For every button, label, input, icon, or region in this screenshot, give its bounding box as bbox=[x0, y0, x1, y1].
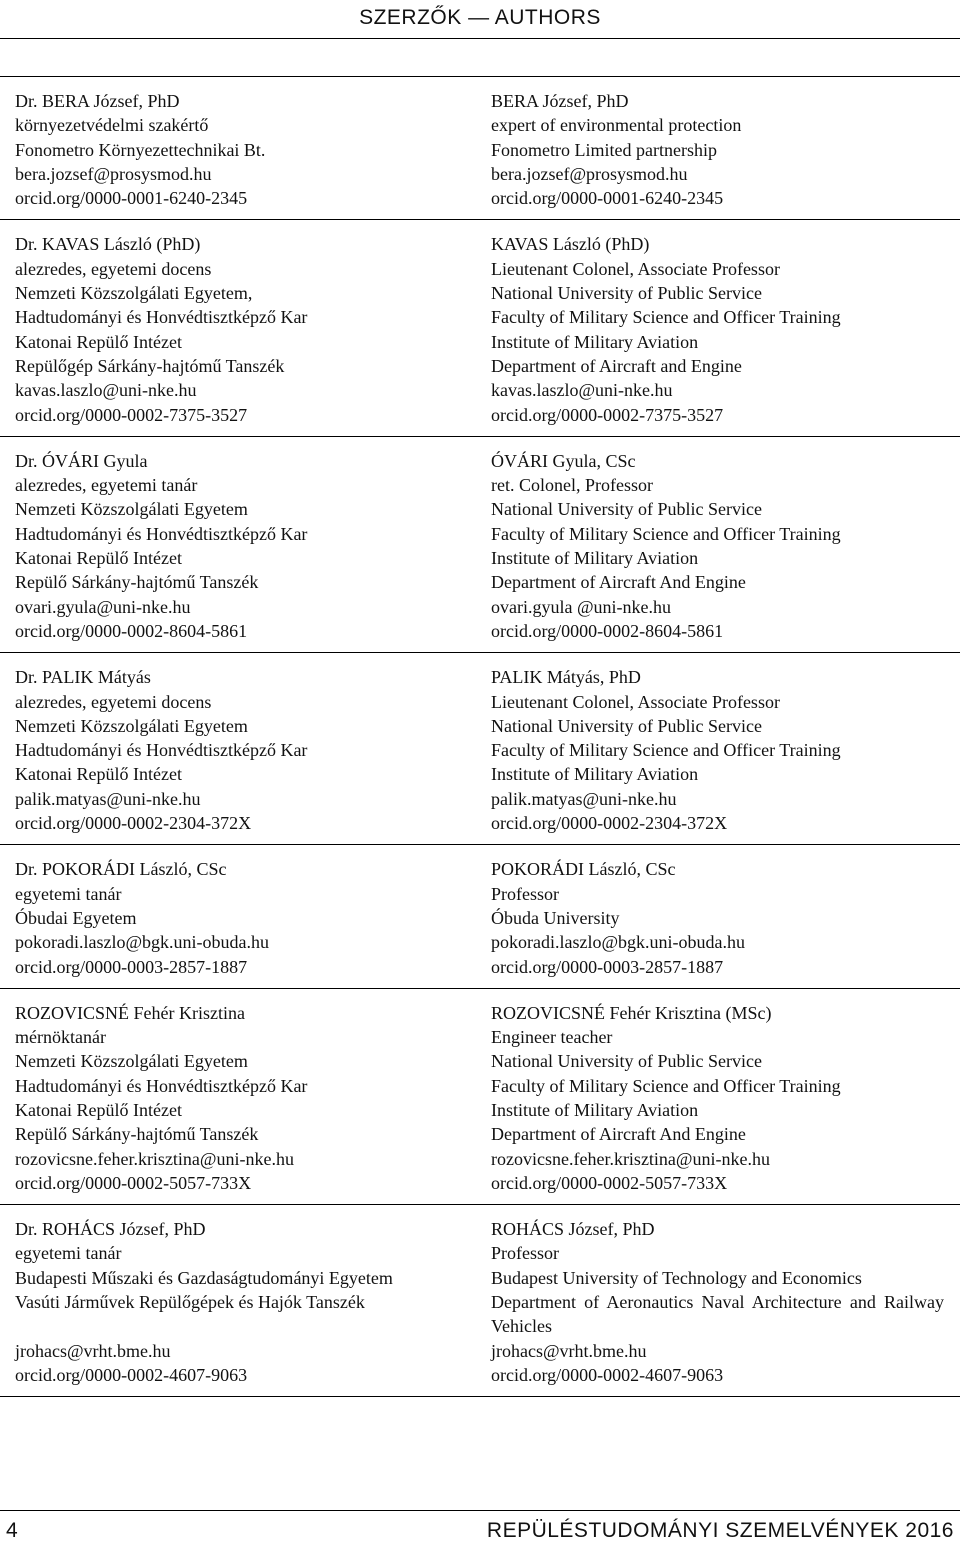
author-detail-line: Repülő Sárkány-hajtómű Tanszék bbox=[15, 572, 259, 593]
author-detail-line: orcid.org/0000-0002-8604-5861 bbox=[491, 620, 724, 641]
author-row bbox=[0, 652, 960, 844]
author-detail-line: Óbuda University bbox=[491, 907, 620, 928]
author-detail-line: Department of Aircraft And Engine bbox=[491, 1124, 746, 1145]
author-detail-line: Institute of Military Aviation bbox=[491, 548, 699, 569]
author-detail-line: Budapesti Műszaki és Gazdaságtudományi Egyetem bbox=[15, 1267, 393, 1288]
author-detail-line: orcid.org/0000-0002-7375-3527 bbox=[15, 404, 248, 425]
author-name: ÓVÁRI Gyula, CSc bbox=[491, 450, 636, 471]
author-detail-line: orcid.org/0000-0002-7375-3527 bbox=[491, 404, 724, 425]
author-detail-line: kavas.laszlo@uni-nke.hu bbox=[15, 380, 197, 401]
author-detail-line bbox=[15, 1314, 465, 1338]
author-detail-line: környezetvédelmi szakértő bbox=[15, 115, 209, 136]
author-row bbox=[0, 1204, 960, 1397]
author-name: POKORÁDI László, CSc bbox=[491, 859, 676, 880]
author-detail-line: Vasúti Járművek Repülőgépek és Hajók Tanszék bbox=[15, 1292, 365, 1313]
author-detail-line: Nemzeti Közszolgálati Egyetem bbox=[15, 715, 248, 736]
author-detail-line: orcid.org/0000-0001-6240-2345 bbox=[15, 188, 248, 209]
author-detail-line: Budapest University of Technology and Economics bbox=[491, 1267, 862, 1288]
author-detail-line: Faculty of Military Science and Officer Training bbox=[491, 740, 841, 761]
author-detail-line: National University of Public Service bbox=[491, 1051, 762, 1072]
author-hungarian-cell bbox=[0, 653, 475, 835]
author-detail-line: ovari.gyula@uni-nke.hu bbox=[15, 596, 191, 617]
author-detail-line: orcid.org/0000-0002-2304-372X bbox=[491, 813, 728, 834]
author-row bbox=[0, 436, 960, 652]
author-hungarian-cell bbox=[0, 437, 475, 643]
author-detail-line: ret. Colonel, Professor bbox=[491, 475, 653, 496]
author-detail-line: National University of Public Service bbox=[491, 283, 762, 304]
author-detail-line: Professor bbox=[491, 883, 559, 904]
author-name: Dr. POKORÁDI László, CSc bbox=[15, 859, 227, 880]
author-detail-line: Hadtudományi és Honvédtisztképző Kar bbox=[15, 523, 308, 544]
author-detail-line: alezredes, egyetemi tanár bbox=[15, 475, 198, 496]
author-hungarian-cell bbox=[0, 845, 475, 978]
author-detail-line: rozovicsne.feher.krisztina@uni-nke.hu bbox=[491, 1148, 770, 1169]
author-name: ROZOVICSNÉ Fehér Krisztina (MSc) bbox=[491, 1002, 772, 1023]
author-detail-line: alezredes, egyetemi docens bbox=[15, 691, 212, 712]
author-detail-line: palik.matyas@uni-nke.hu bbox=[491, 788, 677, 809]
author-detail-line: Hadtudományi és Honvédtisztképző Kar bbox=[15, 307, 308, 328]
author-english-cell bbox=[475, 437, 960, 643]
author-name: Dr. KAVAS László (PhD) bbox=[15, 234, 201, 255]
author-detail-line: National University of Public Service bbox=[491, 499, 762, 520]
author-english-cell bbox=[475, 77, 960, 210]
author-detail-line: Fonometro Környezettechnikai Bt. bbox=[15, 139, 266, 160]
author-hungarian-cell bbox=[0, 220, 475, 426]
author-english-cell bbox=[475, 220, 960, 426]
author-detail-line: orcid.org/0000-0002-5057-733X bbox=[491, 1172, 728, 1193]
author-detail-line: pokoradi.laszlo@bgk.uni-obuda.hu bbox=[15, 932, 270, 953]
author-detail-line: Professor bbox=[491, 1243, 559, 1264]
author-detail-line: Department of Aircraft And Engine bbox=[491, 572, 746, 593]
author-detail-line: palik.matyas@uni-nke.hu bbox=[15, 788, 201, 809]
author-detail-line: mérnöktanár bbox=[15, 1027, 106, 1048]
author-detail-line: Katonai Repülő Intézet bbox=[15, 331, 182, 352]
author-name: Dr. ÓVÁRI Gyula bbox=[15, 450, 148, 471]
author-detail-line: Faculty of Military Science and Officer Training bbox=[491, 307, 841, 328]
author-detail-line: Katonai Repülő Intézet bbox=[15, 764, 182, 785]
header-title: SZERZŐK — AUTHORS bbox=[359, 6, 601, 29]
author-name: PALIK Mátyás, PhD bbox=[491, 667, 641, 688]
author-name: Dr. ROHÁCS József, PhD bbox=[15, 1219, 206, 1240]
author-detail-line: Repülőgép Sárkány-hajtómű Tanszék bbox=[15, 355, 285, 376]
author-detail-line: Nemzeti Közszolgálati Egyetem bbox=[15, 499, 248, 520]
author-detail-line: Institute of Military Aviation bbox=[491, 1099, 699, 1120]
author-detail-line: Nemzeti Közszolgálati Egyetem, bbox=[15, 283, 253, 304]
author-detail-line: Lieutenant Colonel, Associate Professor bbox=[491, 691, 780, 712]
author-detail-line: orcid.org/0000-0002-2304-372X bbox=[15, 813, 252, 834]
author-detail-line: Repülő Sárkány-hajtómű Tanszék bbox=[15, 1124, 259, 1145]
author-english-cell bbox=[475, 653, 960, 835]
authors-table bbox=[0, 76, 960, 1397]
author-row bbox=[0, 988, 960, 1204]
header-divider bbox=[0, 38, 960, 39]
page-number: 4 bbox=[6, 1519, 18, 1542]
author-english-cell bbox=[475, 845, 960, 978]
author-hungarian-cell bbox=[0, 77, 475, 210]
author-detail-line: Department of Aeronautics Naval Architecture and Railway Vehicles bbox=[491, 1292, 944, 1337]
author-detail-line: bera.jozsef@prosysmod.hu bbox=[15, 163, 212, 184]
author-hungarian-cell bbox=[0, 1205, 475, 1387]
author-english-cell bbox=[475, 989, 960, 1195]
author-detail-line: egyetemi tanár bbox=[15, 1243, 122, 1264]
author-detail-line: National University of Public Service bbox=[491, 715, 762, 736]
author-detail-line: pokoradi.laszlo@bgk.uni-obuda.hu bbox=[491, 932, 746, 953]
author-name: BERA József, PhD bbox=[491, 91, 629, 111]
author-detail-line: Hadtudományi és Honvédtisztképző Kar bbox=[15, 740, 308, 761]
author-detail-line: rozovicsne.feher.krisztina@uni-nke.hu bbox=[15, 1148, 294, 1169]
author-row bbox=[0, 844, 960, 987]
author-detail-line: Department of Aircraft and Engine bbox=[491, 355, 742, 376]
author-detail-line: Faculty of Military Science and Officer Training bbox=[491, 1075, 841, 1096]
author-row bbox=[0, 219, 960, 435]
author-row bbox=[0, 76, 960, 219]
author-name: ROHÁCS József, PhD bbox=[491, 1219, 655, 1240]
author-detail-line: ovari.gyula @uni-nke.hu bbox=[491, 596, 672, 617]
author-name: Dr. PALIK Mátyás bbox=[15, 667, 151, 688]
author-detail-line: Lieutenant Colonel, Associate Professor bbox=[491, 258, 780, 279]
author-hungarian-cell bbox=[0, 989, 475, 1195]
author-detail-line: egyetemi tanár bbox=[15, 883, 122, 904]
author-detail-line: Hadtudományi és Honvédtisztképző Kar bbox=[15, 1075, 308, 1096]
author-detail-line: jrohacs@vrht.bme.hu bbox=[15, 1340, 171, 1361]
author-detail-line: orcid.org/0000-0003-2857-1887 bbox=[491, 956, 724, 977]
author-detail-line: orcid.org/0000-0003-2857-1887 bbox=[15, 956, 248, 977]
author-english-cell bbox=[475, 1205, 960, 1387]
author-detail-line: expert of environmental protection bbox=[491, 115, 742, 136]
author-detail-line: kavas.laszlo@uni-nke.hu bbox=[491, 380, 673, 401]
page-footer bbox=[0, 1510, 960, 1547]
author-detail-line: bera.jozsef@prosysmod.hu bbox=[491, 163, 688, 184]
author-detail-line: orcid.org/0000-0002-5057-733X bbox=[15, 1172, 252, 1193]
page-header bbox=[0, 0, 960, 36]
author-detail-line: Institute of Military Aviation bbox=[491, 764, 699, 785]
author-detail-line: Fonometro Limited partnership bbox=[491, 139, 717, 160]
author-name: ROZOVICSNÉ Fehér Krisztina bbox=[15, 1002, 245, 1023]
author-detail-line: Óbudai Egyetem bbox=[15, 907, 137, 928]
author-detail-line: orcid.org/0000-0002-4607-9063 bbox=[15, 1364, 248, 1385]
author-detail-line: Institute of Military Aviation bbox=[491, 331, 699, 352]
author-detail-line: Katonai Repülő Intézet bbox=[15, 1099, 182, 1120]
author-detail-line: alezredes, egyetemi docens bbox=[15, 258, 212, 279]
author-detail-line: orcid.org/0000-0002-8604-5861 bbox=[15, 620, 248, 641]
author-detail-line: jrohacs@vrht.bme.hu bbox=[491, 1340, 647, 1361]
author-name: KAVAS László (PhD) bbox=[491, 234, 650, 255]
author-detail-line: Faculty of Military Science and Officer Training bbox=[491, 523, 841, 544]
author-detail-line: Nemzeti Közszolgálati Egyetem bbox=[15, 1051, 248, 1072]
author-detail-line: Katonai Repülő Intézet bbox=[15, 548, 182, 569]
author-detail-line: orcid.org/0000-0001-6240-2345 bbox=[491, 188, 724, 209]
journal-title: REPÜLÉSTUDOMÁNYI SZEMELVÉNYEK 2016 bbox=[486, 1519, 954, 1542]
author-name: Dr. BERA József, PhD bbox=[15, 91, 180, 111]
author-detail-line: Engineer teacher bbox=[491, 1027, 613, 1048]
author-detail-line: orcid.org/0000-0002-4607-9063 bbox=[491, 1364, 724, 1385]
